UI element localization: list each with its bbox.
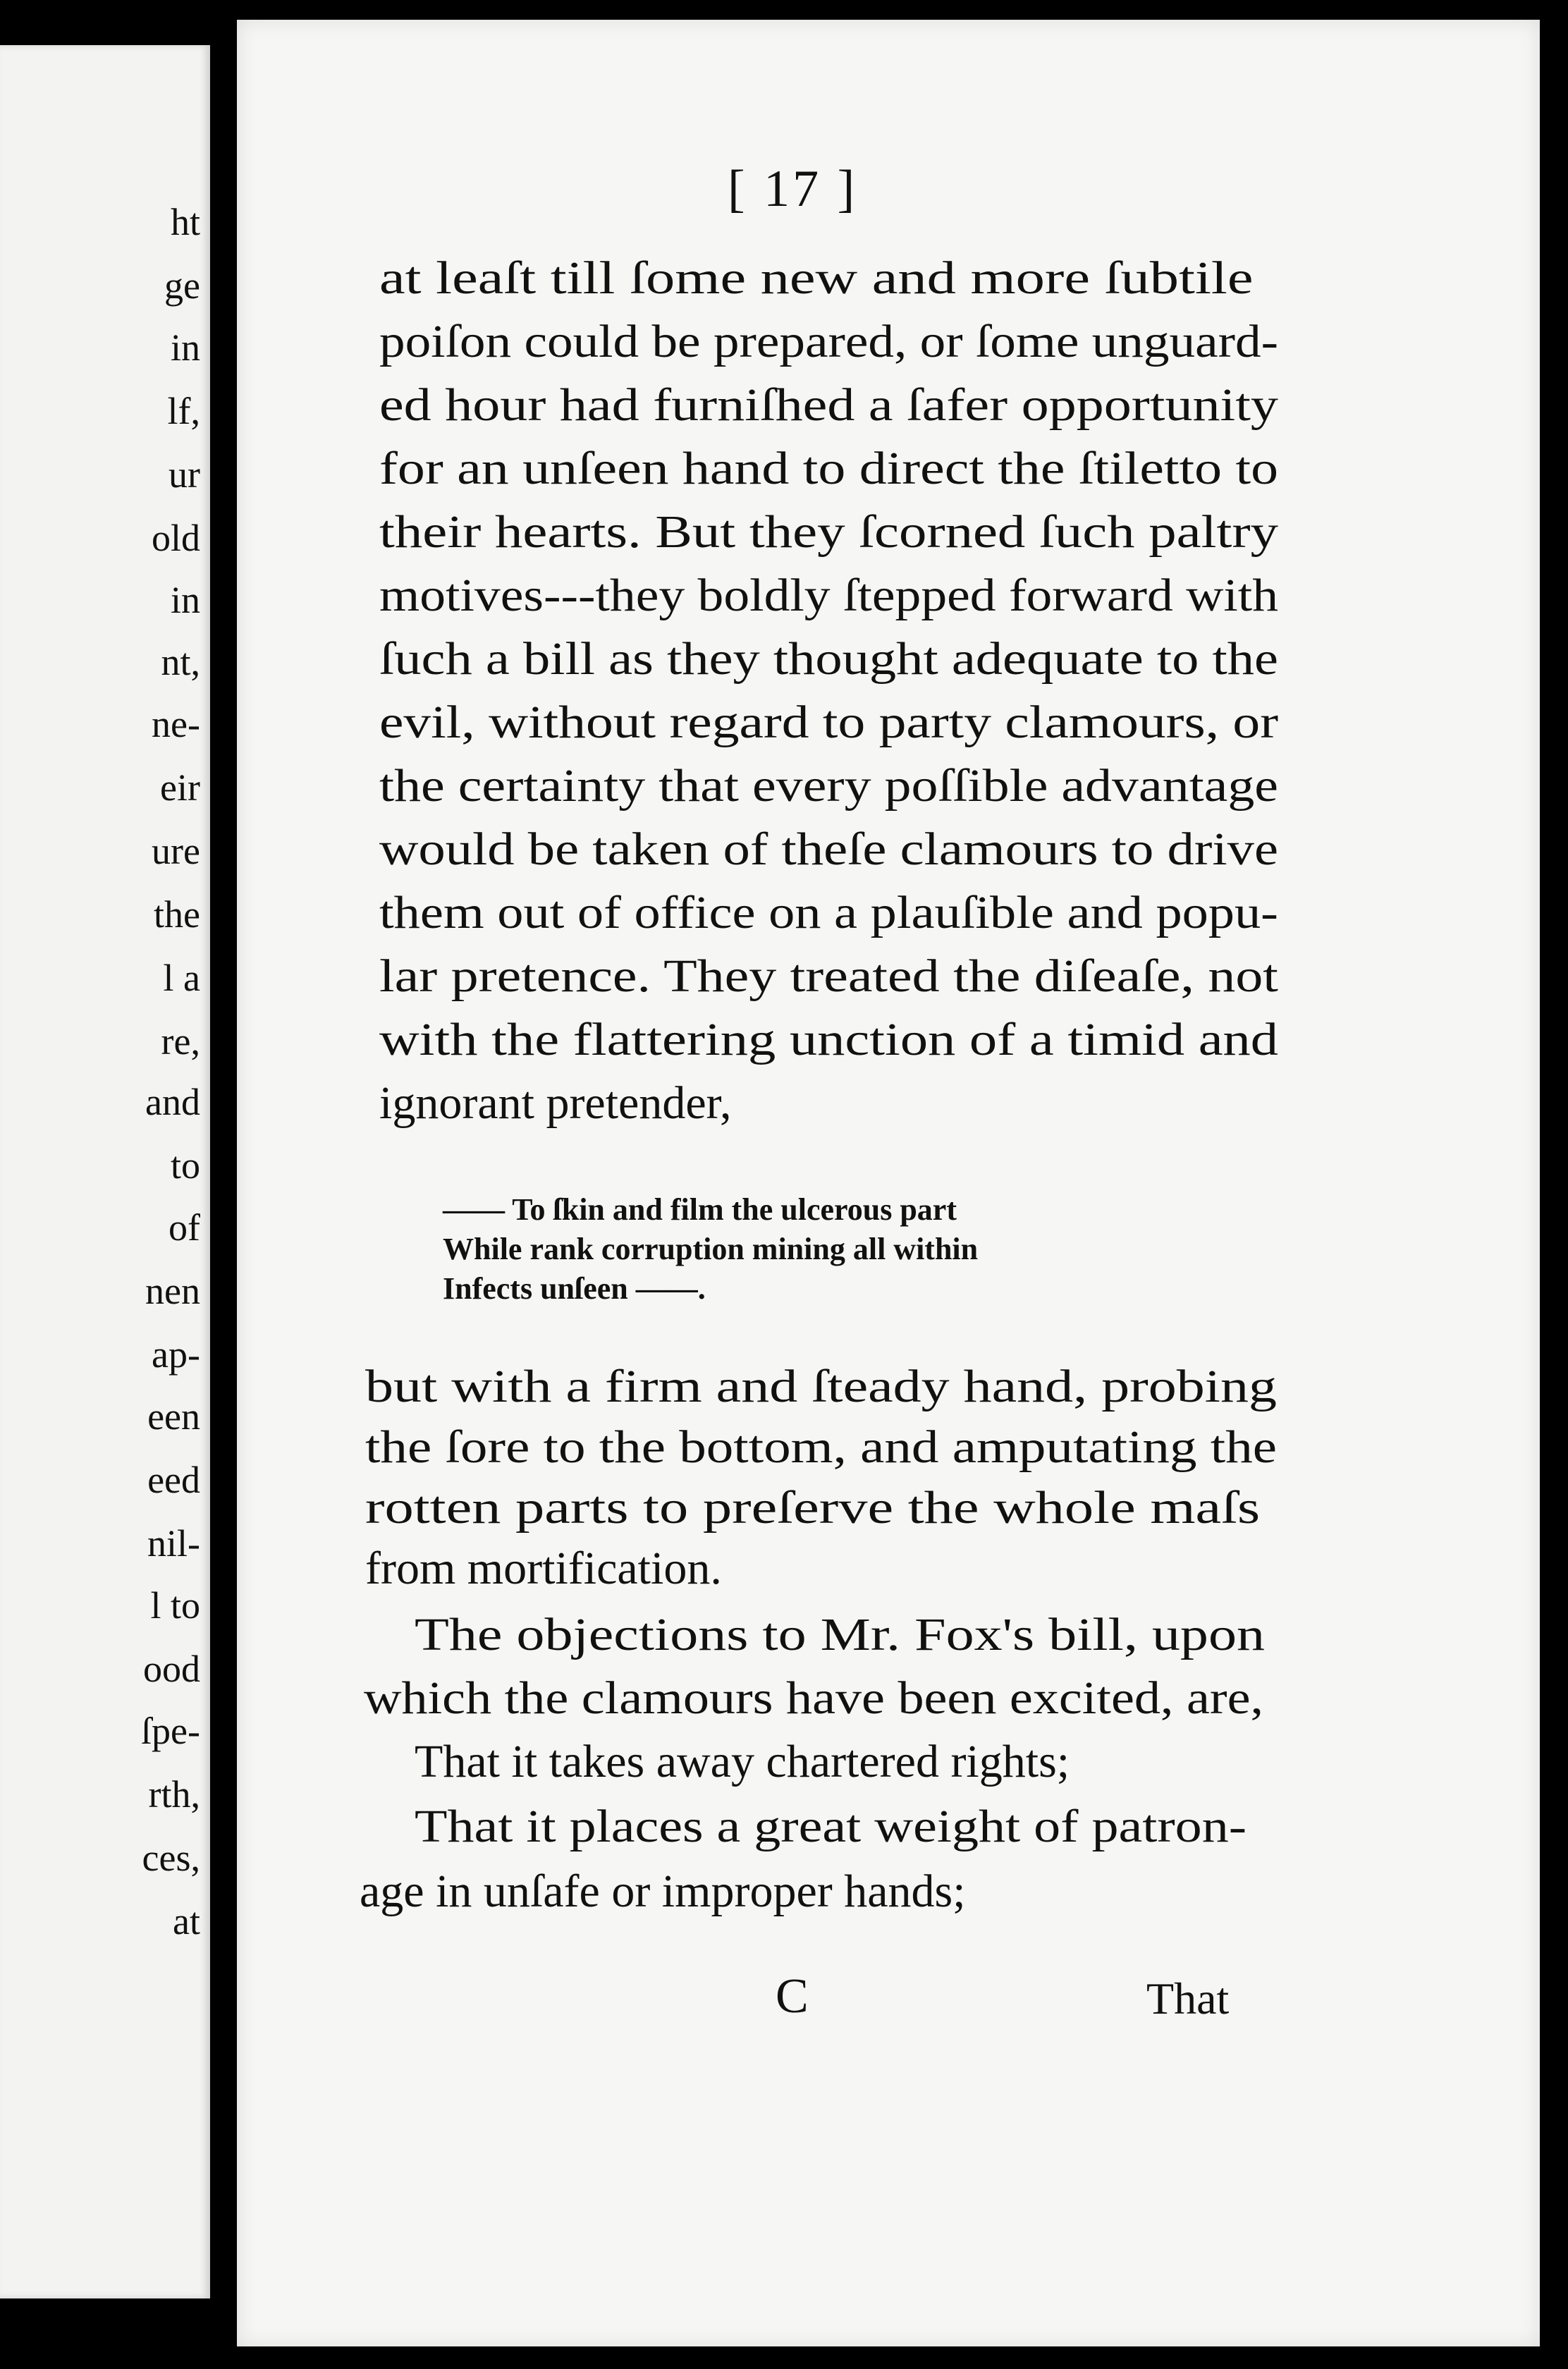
left-page-line: in (170, 579, 200, 621)
text-line: the ſore to the bottom, and amputating the (365, 1421, 1277, 1473)
quote-line: Infects unſeen ——. (443, 1271, 706, 1306)
left-page-line: een (147, 1395, 200, 1438)
text-line: ſuch a bill as they thought adequate to the (379, 633, 1278, 685)
text-line: from mortification. (365, 1543, 722, 1594)
left-page-line: l to (150, 1584, 200, 1627)
text-line: with the flattering unction of a timid and (379, 1014, 1279, 1065)
left-page-line: ap- (152, 1333, 200, 1376)
left-page-line: the (154, 893, 200, 936)
text-line: the certainty that every poſſible advantage (379, 760, 1279, 812)
page-number-header: [ 17 ] (728, 160, 858, 218)
left-page-line: at (173, 1900, 200, 1942)
text-line: their hearts. But they ſcorned ſuch paltry (379, 506, 1278, 558)
page-17 (237, 20, 1540, 2346)
catchword: That (1146, 1973, 1230, 2024)
text-line: age in unſafe or improper hands; (360, 1866, 966, 1917)
signature-mark: C (776, 1969, 809, 2024)
left-page-line: ge (164, 264, 200, 307)
text-line: rotten parts to preſerve the whole maſs (365, 1482, 1261, 1534)
left-page-line: lf, (167, 390, 200, 432)
text-line: That it places a great weight of patron- (415, 1801, 1247, 1852)
left-page-line: of (169, 1206, 200, 1249)
left-page-line: and (145, 1081, 200, 1123)
left-page-line: rth, (148, 1773, 200, 1816)
quote-line: While rank corruption mining all within (443, 1232, 979, 1266)
left-page-line: ure (152, 830, 200, 872)
text-line: them out of office on a plauſible and popu- (379, 887, 1278, 938)
book-gutter (210, 0, 237, 2369)
left-page-line: ces, (142, 1837, 200, 1879)
text-line: but with a firm and ſteady hand, probing (365, 1361, 1278, 1412)
text-line: That it takes away chartered rights; (415, 1736, 1070, 1787)
text-line: The objections to Mr. Fox's bill, upon (415, 1609, 1265, 1660)
left-page-line: nen (145, 1270, 200, 1312)
text-line: ed hour had furniſhed a ſafer opportunity (379, 379, 1278, 431)
left-page-line: ſpe- (141, 1710, 200, 1752)
text-line: evil, without regard to party clamours, or (379, 697, 1279, 748)
left-page-line: ht (170, 201, 200, 243)
page-edge (1540, 0, 1568, 2369)
left-page-line: ne- (152, 703, 200, 745)
text-line: ignorant pretender, (379, 1077, 732, 1129)
left-page-line: eed (147, 1459, 200, 1501)
quote-line: —— To ſkin and film the ulcerous part (443, 1192, 957, 1227)
left-page-line: old (151, 517, 200, 559)
left-page-line: ur (169, 453, 200, 496)
left-page-line: in (170, 326, 200, 369)
text-line: lar pretence. They treated the diſeaſe, not (379, 950, 1278, 1002)
left-page-line: to (170, 1144, 200, 1187)
left-page-line: ood (143, 1648, 200, 1690)
text-line: motives---they boldly ſtepped forward with (379, 570, 1279, 621)
text-line: would be taken of theſe clamours to drive (379, 824, 1279, 875)
left-page-line: nil- (147, 1522, 200, 1565)
left-page-line: re, (161, 1020, 200, 1063)
left-page-fragment (0, 45, 210, 2298)
text-line: poiſon could be prepared, or ſome unguard- (379, 316, 1278, 367)
text-line: for an unſeen hand to direct the ſtiletto to (379, 443, 1279, 494)
text-line: at leaſt till ſome new and more ſubtile (379, 252, 1254, 304)
left-page-line: nt, (161, 641, 200, 683)
left-page-line: l a (163, 957, 200, 999)
left-page-line: eir (160, 766, 200, 809)
text-line: which the clamours have been excited, are, (364, 1672, 1264, 1724)
